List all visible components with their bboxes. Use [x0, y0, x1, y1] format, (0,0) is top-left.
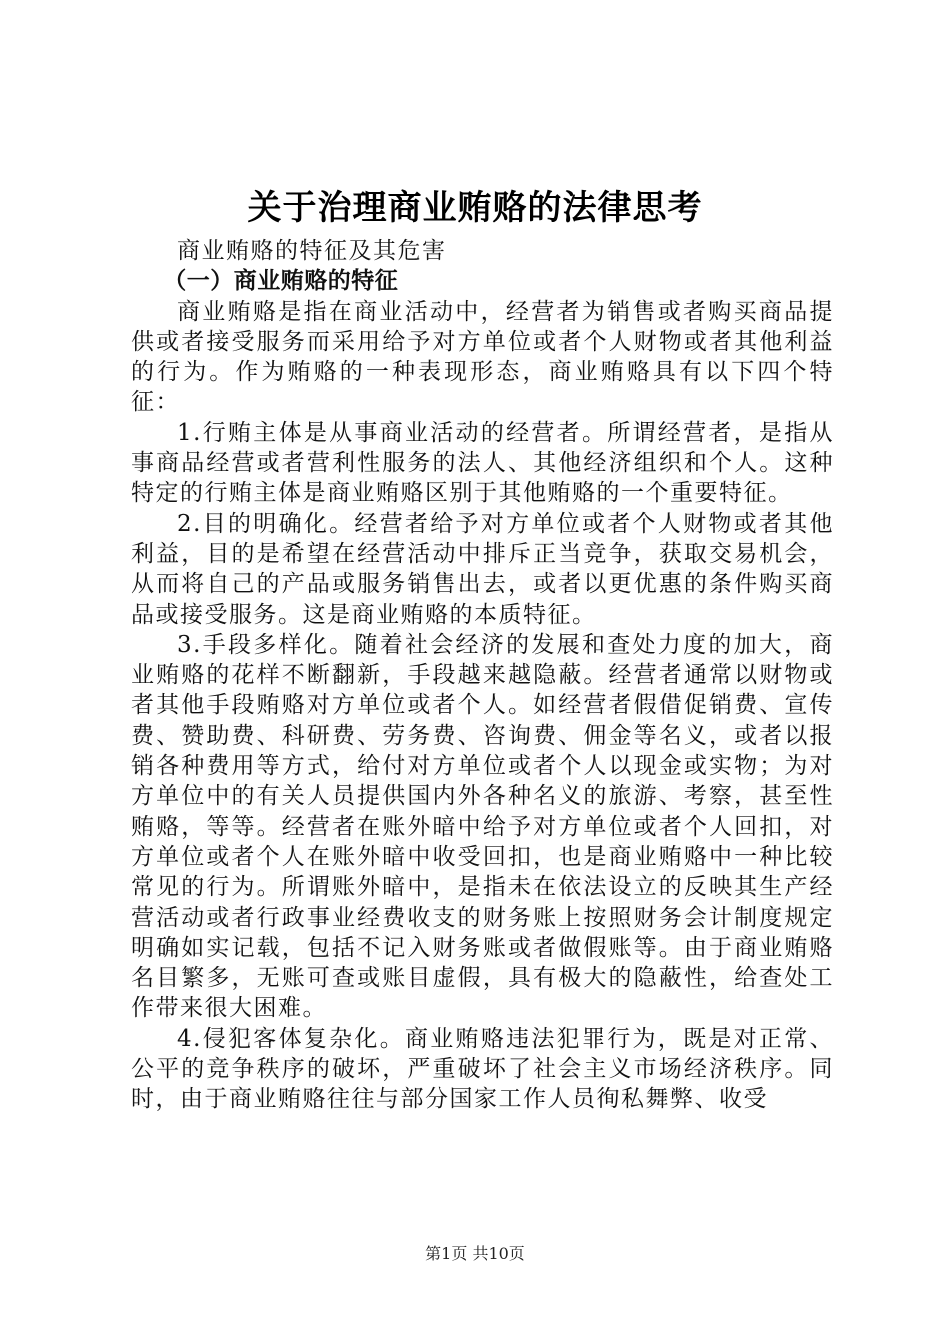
document-body	[131, 236, 834, 1115]
subsection-heading: （一）商业贿赂的特征	[163, 268, 399, 295]
document-title: 关于治理商业贿赂的法律思考	[247, 188, 703, 228]
paragraph-feature-4: 4.侵犯客体复杂化。商业贿赂违法犯罪行为，既是对正常、公平的竞争秩序的破坏，严重破坏了社会主义市场经济秩序。同时，由于商业贿赂往往与部分国家工作人员徇私舞弊、收受	[131, 1025, 834, 1113]
page-footer: 第1页 共10页	[425, 1244, 525, 1263]
paragraph-feature-3: 3.手段多样化。随着社会经济的发展和查处力度的加大，商业贿赂的花样不断翻新，手段越来越隐蔽。经营者通常以财物或者其他手段贿赂对方单位或者个人。如经营者假借促销费、宣传费、赞助费、科研费、劳务费、咨询费、佣金等名义，或者以报销各种费用等方式，给付对方单位或者个人以现金或实物；为对方单位中的有关人员提供国内外各种名义的旅游、考察，甚至性贿赂，等等。经营者在账外暗中给予对方单位或者个人回扣，对方单位或者个人在账外暗中收受回扣，也是商业贿赂中一种比较常见的行为。所谓账外暗中，是指未在依法设立的反映其生产经营活动或者行政事业经费收支的财务账上按照财务会计制度规定明确如实记载，包括不记入财务账或者做假账等。由于商业贿赂名目繁多，无账可查或账目虚假，具有极大的隐蔽性，给查处工作带来很大困难。	[131, 631, 834, 1022]
section-heading: 商业贿赂的特征及其危害	[177, 238, 447, 264]
paragraph-definition: 商业贿赂是指在商业活动中，经营者为销售或者购买商品提供或者接受服务而采用给予对方单位或者个人财物或者其他利益的行为。作为贿赂的一种表现形态，商业贿赂具有以下四个特征：	[131, 298, 834, 416]
paragraph-feature-2: 2.目的明确化。经营者给予对方单位或者个人财物或者其他利益，目的是希望在经营活动中排斥正当竞争，获取交易机会，从而将自己的产品或服务销售出去，或者以更优惠的条件购买商品或接受服务。这是商业贿赂的本质特征。	[131, 510, 834, 628]
paragraph-feature-1: 1.行贿主体是从事商业活动的经营者。所谓经营者，是指从事商品经营或者营利性服务的法人、其他经济组织和个人。这种特定的行贿主体是商业贿赂区别于其他贿赂的一个重要特征。	[131, 419, 834, 507]
